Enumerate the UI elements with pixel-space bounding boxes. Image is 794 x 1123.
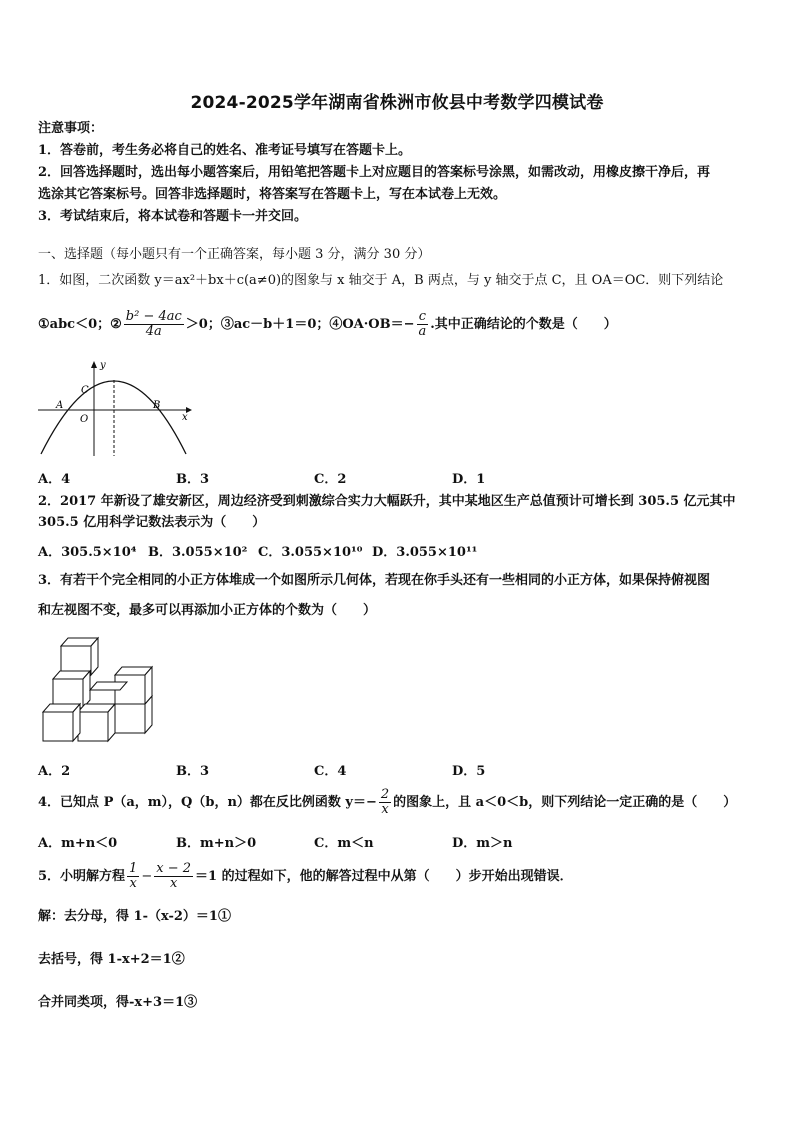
q2-option-d[interactable]: D．3.055×10¹¹ bbox=[372, 545, 478, 560]
label-x: x bbox=[182, 412, 188, 423]
q4-part2: 的图象上，且 a＜0＜b，则下列结论一定正确的是（ ） bbox=[393, 795, 737, 810]
q3-line-2: 和左视图不变，最多可以再添加小正方体的个数为（ ） bbox=[38, 603, 377, 618]
label-A: A bbox=[56, 400, 64, 411]
q4-frac-den: x bbox=[381, 802, 389, 817]
q4-option-d[interactable]: D．m＞n bbox=[452, 836, 513, 851]
q1-option-d[interactable]: D．1 bbox=[452, 472, 486, 487]
q3-option-a[interactable]: A．2 bbox=[38, 764, 71, 779]
q1-part3: .其中正确结论的个数是（ ） bbox=[430, 317, 617, 332]
q5-frac1-den: x bbox=[129, 876, 137, 891]
cube-front-face bbox=[78, 712, 108, 741]
cube-top-face bbox=[90, 682, 127, 690]
q4-option-a[interactable]: A．m+n＜0 bbox=[38, 836, 118, 851]
q5-minus: − bbox=[141, 869, 153, 884]
q1-option-b[interactable]: B．3 bbox=[176, 472, 210, 487]
q5-fraction-1 bbox=[127, 862, 139, 891]
q1-part2: ＞0；③ac－b＋1＝0；④OA·OB＝− bbox=[185, 317, 415, 332]
q1-frac2-den: a bbox=[418, 324, 427, 339]
q4-fraction bbox=[379, 788, 391, 817]
q5-step-2: 去括号，得 1-x+2＝1② bbox=[38, 952, 185, 967]
q5-step-1: 解：去分母，得 1-（x-2）＝1① bbox=[38, 909, 231, 924]
q4-frac-num: 2 bbox=[380, 787, 390, 802]
q3-option-b[interactable]: B．3 bbox=[176, 764, 210, 779]
q2-option-b[interactable]: B．3.055×10² bbox=[148, 545, 248, 560]
q1-stem: 1．如图，二次函数 y＝ax²＋bx＋c(a≠0)的图象与 x 轴交于 A，B 两点，与 y 轴交于点 C，且 OA＝OC．则下列结论 bbox=[38, 273, 724, 288]
label-B: B bbox=[153, 400, 161, 411]
cube-front-face bbox=[115, 704, 145, 733]
q3-line-1: 3．有若干个完全相同的小正方体堆成一个如图所示几何体，若现在你手头还有一些相同的小正方体，如果保持俯视图 bbox=[38, 573, 711, 588]
q1-frac1-den: 4a bbox=[145, 324, 162, 339]
notice-item-3: 3．考试结束后，将本试卷和答题卡一并交回。 bbox=[38, 209, 308, 224]
q5-part1: 5．小明解方程 bbox=[38, 869, 126, 884]
q1-conclusions bbox=[38, 306, 617, 344]
q5-part2: ＝1 的过程如下，他的解答过程中从第（ ）步开始出现错误． bbox=[195, 869, 573, 884]
q5-step-3: 合并同类项，得-x+3＝1③ bbox=[38, 995, 198, 1010]
notice-item-2-cont: 选涂其它答案标号。回答非选择题时，将答案写在答题卡上，写在本试卷上无效。 bbox=[38, 187, 507, 202]
cube-front-face bbox=[43, 712, 73, 741]
notice-item-1: 1．答卷前，考生务必将自己的姓名、准考证号填写在答题卡上。 bbox=[38, 143, 412, 158]
q4-option-b[interactable]: B．m+n＞0 bbox=[176, 836, 257, 851]
label-y: y bbox=[100, 360, 106, 371]
q1-option-a[interactable]: A．4 bbox=[38, 472, 71, 487]
page-title: 2024-2025学年湖南省株洲市攸县中考数学四模试卷 bbox=[190, 93, 604, 113]
q2-line-2: 305.5 亿用科学记数法表示为（ ） bbox=[38, 515, 266, 530]
notice-item-2: 2．回答选择题时，选出每小题答案后，用铅笔把答题卡上对应题目的答案标号涂黑，如需改动，用橡皮擦干净后，再 bbox=[38, 165, 711, 180]
q1-part1: ①abc＜0；② bbox=[38, 317, 122, 332]
q1-fraction-2 bbox=[417, 310, 429, 339]
q3-option-c[interactable]: C．4 bbox=[314, 764, 347, 779]
q4-option-c[interactable]: C．m＜n bbox=[314, 836, 374, 851]
q4-part1: 4．已知点 P（a，m），Q（b，n）都在反比例函数 y＝− bbox=[38, 795, 377, 810]
q1-fraction-1 bbox=[124, 310, 184, 339]
q2-line-1: 2．2017 年新设了雄安新区，周边经济受到刺激综合实力大幅跃升，其中某地区生产总值预计可增长到 305.5 亿元其中 bbox=[38, 494, 736, 509]
q5-frac2-den: x bbox=[169, 876, 178, 891]
q5-frac2-num: x − 2 bbox=[156, 861, 191, 876]
q1-option-c[interactable]: C．2 bbox=[314, 472, 347, 487]
q1-frac2-num: c bbox=[417, 310, 429, 325]
label-C: C bbox=[81, 385, 89, 396]
q1-parabola-figure bbox=[36, 358, 196, 458]
q3-option-d[interactable]: D．5 bbox=[452, 764, 486, 779]
notice-heading: 注意事项： bbox=[38, 121, 104, 136]
label-O: O bbox=[80, 414, 89, 425]
q2-option-c[interactable]: C．3.055×10¹⁰ bbox=[258, 545, 363, 560]
q5-frac1-num: 1 bbox=[129, 861, 138, 876]
q1-frac1-num: b² − 4ac bbox=[125, 309, 182, 324]
q5-fraction-2 bbox=[154, 862, 193, 891]
y-axis-arrow-icon bbox=[91, 361, 97, 368]
q2-option-a[interactable]: A．305.5×10⁴ bbox=[38, 545, 137, 560]
section-heading: 一、选择题（每小题只有一个正确答案，每小题 3 分，满分 30 分） bbox=[38, 247, 431, 262]
q4-stem bbox=[38, 784, 736, 822]
q5-stem bbox=[38, 858, 573, 896]
q3-cube-stack-figure bbox=[38, 630, 158, 748]
